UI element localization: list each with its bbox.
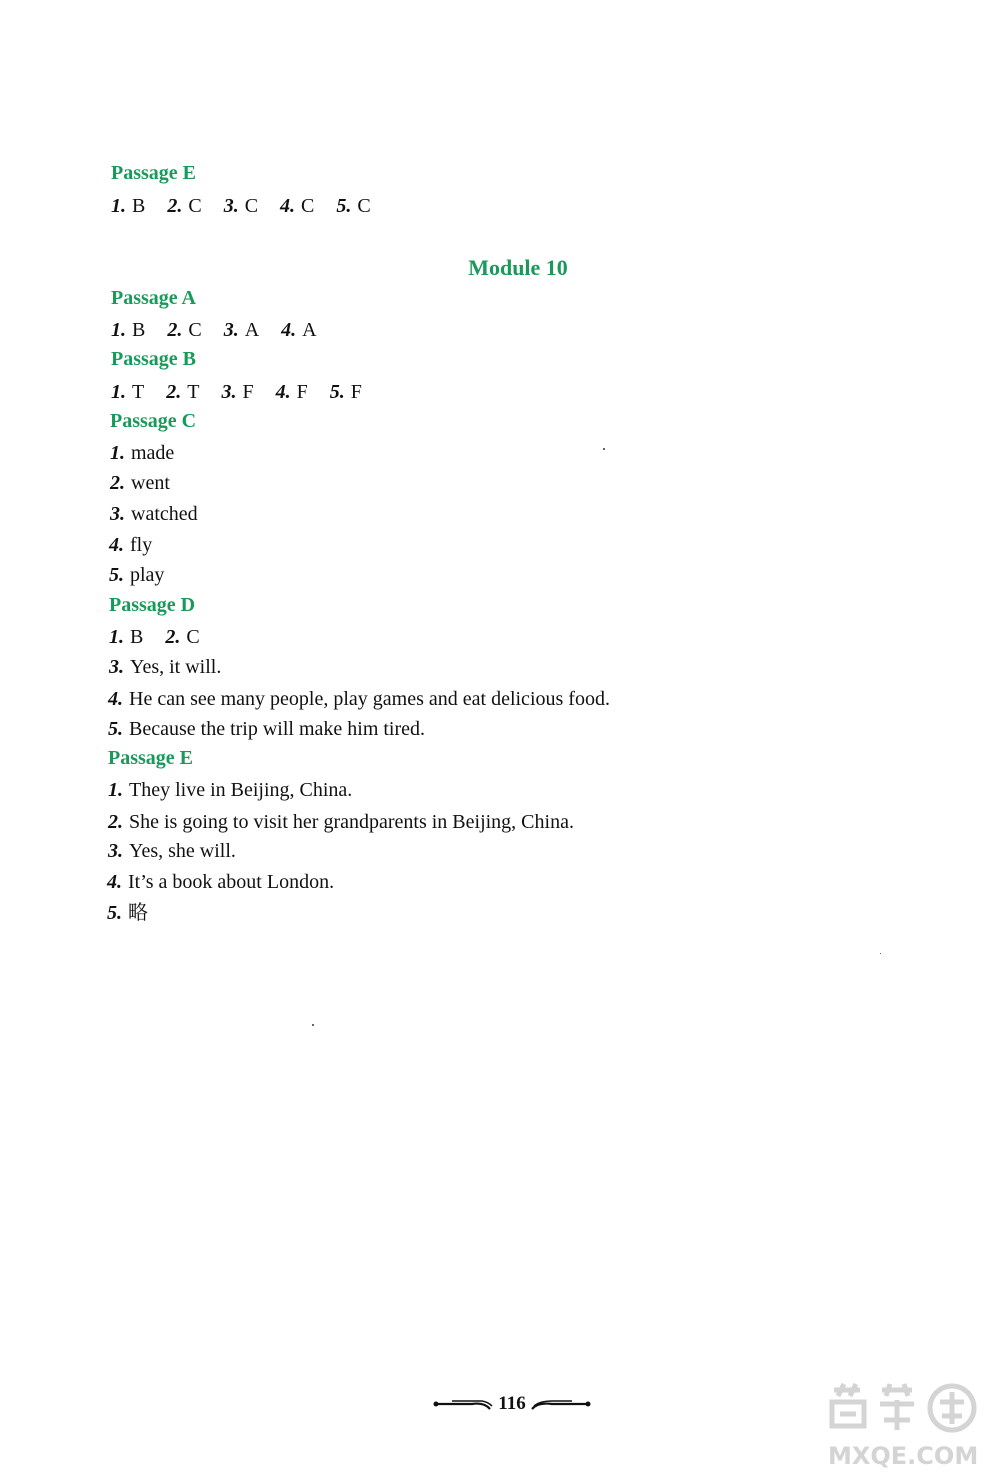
question-number: 5. [329,381,345,403]
answer-item [167,194,201,218]
answer-value: F [296,381,308,403]
question-number: 3. [109,656,124,678]
answer-item [330,380,362,404]
answer-line [109,655,221,679]
answer-item [111,380,144,404]
answer-item [224,194,258,218]
answer-value: A [302,319,317,341]
answer-line [109,563,164,587]
question-number: 5. [108,718,123,740]
watermark-logo-icon [820,1380,998,1470]
question-number: 1. [111,195,126,217]
answer-value: C [301,195,315,217]
answer-item [111,318,145,342]
speck-dot [603,448,605,450]
question-number: 4. [109,534,124,556]
answer-line [108,717,425,741]
answer-row [111,318,317,342]
answer-row [111,380,362,404]
answer-text: She is going to visit her grandparents in Beijing, China. [129,811,574,833]
answer-item [165,625,199,649]
answer-line [110,471,170,495]
question-number: 1. [108,779,123,801]
answer-text: play [130,564,165,586]
answer-text: went [131,472,170,494]
svg-text:MXQE.COM: MXQE.COM [828,1442,979,1470]
question-number: 3. [223,319,239,341]
speck-dot [312,1024,314,1026]
passage-heading: Passage E [108,747,193,769]
answer-text: Because the trip will make him tired. [129,718,426,740]
answer-value: F [242,381,254,403]
module-title: Module 10 [468,255,568,280]
answer-item [167,318,201,342]
page-footer [432,1392,592,1416]
question-number: 5. [109,564,124,586]
answer-line [110,502,198,526]
question-number: 1. [110,442,125,464]
answer-value: C [186,626,200,648]
answer-item [281,318,316,342]
page-number: 116 [498,1393,526,1414]
answer-item [224,318,259,342]
answer-item [111,194,145,218]
answer-text: watched [131,503,198,525]
question-number: 1. [111,381,126,403]
speck-dot [880,953,881,954]
answer-line [110,441,174,465]
question-number: 2. [166,381,182,403]
answer-value: C [188,195,202,217]
answer-value: F [350,381,362,403]
answer-line [108,839,236,863]
question-number: 4. [275,381,291,403]
question-number: 4. [280,195,296,217]
answer-item [166,380,199,404]
answer-line [109,533,152,557]
answer-row [111,194,371,218]
answer-item [109,625,143,649]
question-number: 4. [281,319,297,341]
question-number: 5. [336,195,352,217]
answer-text: made [131,442,175,464]
passage-heading: Passage C [110,410,197,432]
answer-value: B [132,319,146,341]
passage-heading: Passage D [109,594,196,616]
question-number: 3. [110,503,125,525]
answer-item [336,194,370,218]
answer-value: B [130,626,144,648]
answer-value: C [244,195,259,217]
question-number: 3. [223,195,239,217]
question-number: 2. [165,626,181,648]
answer-line [108,810,574,834]
answer-item [276,380,308,404]
answer-text: They live in Beijing, China. [129,779,353,801]
answer-text: It’s a book about London. [128,871,335,893]
answer-line [107,870,334,894]
answer-text: 略 [128,902,148,924]
answer-row [109,625,200,649]
question-number: 1. [109,626,124,648]
question-number: 2. [167,195,183,217]
answer-text: Yes, she will. [129,840,236,862]
answer-text: He can see many people, play games and eat delicious food. [129,688,610,710]
answer-item [221,380,253,404]
question-number: 2. [110,472,125,494]
answer-value: T [132,381,145,403]
answer-value: B [132,195,146,217]
question-number: 2. [108,811,123,833]
question-number: 4. [107,871,122,893]
answer-value: C [188,319,202,341]
answer-text: fly [130,534,153,556]
answer-value: C [357,195,371,217]
answer-value: A [244,319,260,341]
answer-line [108,687,610,711]
question-number: 3. [108,840,123,862]
passage-heading: Passage A [111,287,196,309]
passage-heading: Passage E [111,162,196,184]
question-number: 4. [108,688,123,710]
question-number: 5. [107,902,122,924]
answer-line [107,901,148,925]
passage-heading: Passage B [111,348,196,370]
answer-line [108,778,352,802]
answer-item [280,194,314,218]
answer-value: T [187,381,200,403]
answer-text: Yes, it will. [130,656,222,678]
question-number: 2. [167,319,183,341]
question-number: 1. [111,319,126,341]
question-number: 3. [221,381,237,403]
